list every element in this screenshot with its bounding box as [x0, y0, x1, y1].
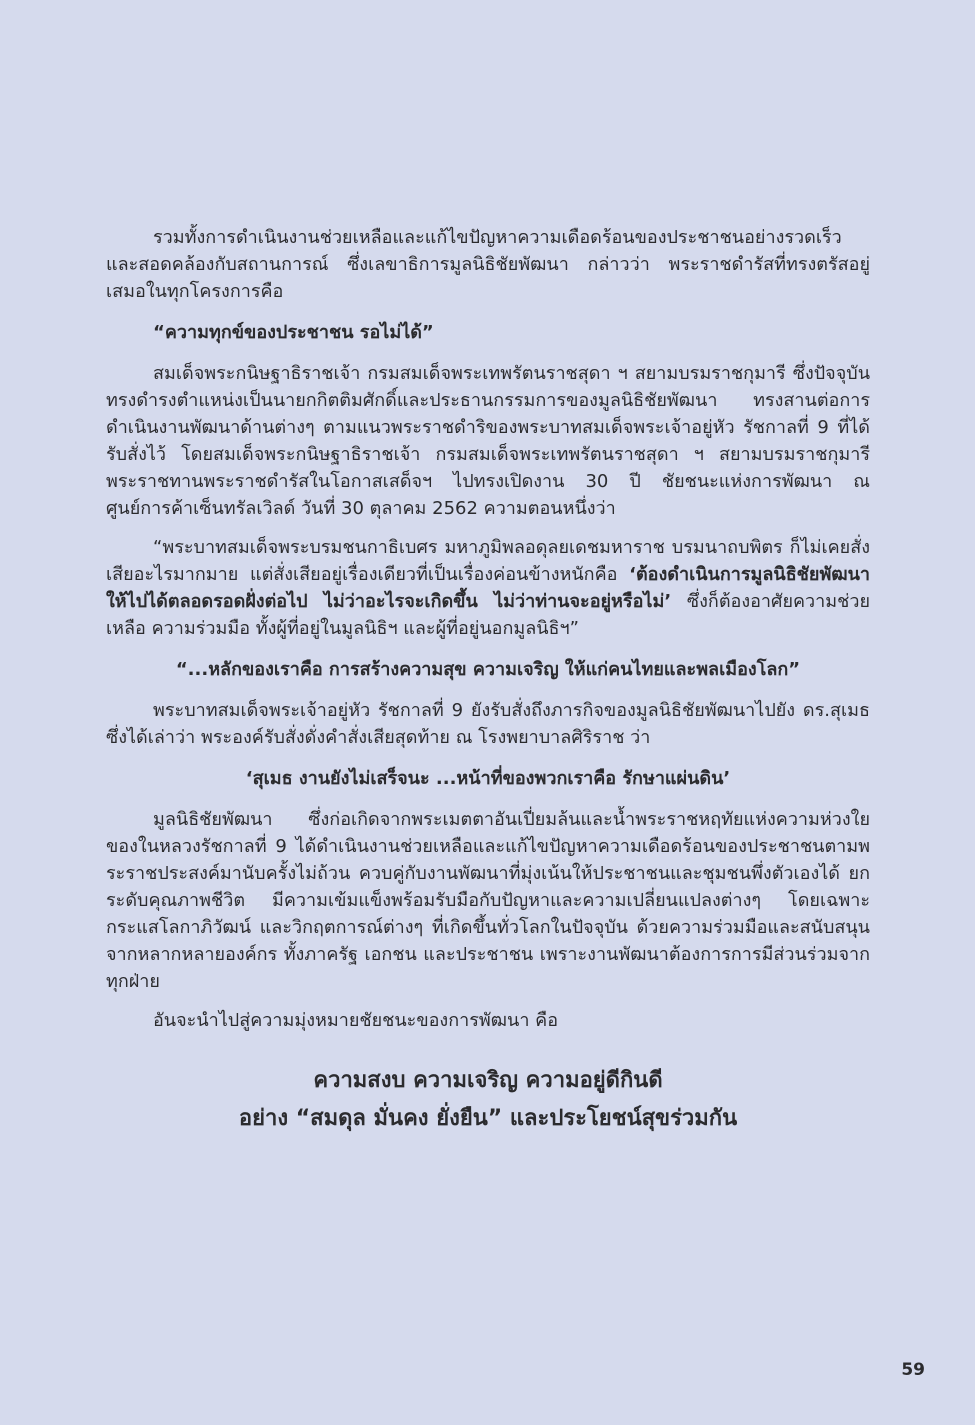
page-number: 59: [901, 1360, 925, 1380]
royal-speech-text-end: ซึ่งก็ต้องอาศัยความช่วยเหลือ ความร่วมมือ ทั้งผู้ที่อยู่ในมูลนิธิฯ และผู้ที่อยู่นอกมูลนิธิฯ”: [106, 591, 870, 639]
princess-paragraph: สมเด็จพระกนิษฐาธิราชเจ้า กรมสมเด็จพระเทพรัตนราชสุดา ฯ สยามบรมราชกุมารี ซึ่งปัจจุบันทรงดำรงตำแหน่งเป็นนายกกิตติมศักดิ์และประธานกรรมการของมูลนิธิชัยพัฒนา ทรงสานต่อการดำเนินงานพัฒนาด้านต่างๆ ตามแนวพระราชดำริของพระบาทสมเด็จพระเจ้าอยู่หัว รัชกาลที่ 9 ที่ได้รับสั่งไว้ โดยสมเด็จพระกนิษฐาธิราชเจ้า กรมสมเด็จพระเทพรัตนราชสุดา ฯ สยามบรมราชกุมารี พระราชทานพระราชดำรัสในโอกาสเสด็จฯ ไปทรงเปิดงาน 30 ปี ชัยชนะแห่งการพัฒนา ณ ศูนย์การค้าเซ็นทรัลเวิลด์ วันที่ 30 ตุลาคม 2562 ความตอนหนึ่งว่า: [106, 363, 870, 519]
quote-heading-principle: “...หลักของเราคือ การสร้างความสุข ความเจริญ ให้แก่คนไทยและพลเมืองโลก”: [175, 659, 801, 680]
closing-line-1: ความสงบ ความเจริญ ความอยู่ดีกินดี: [313, 1068, 663, 1093]
royal-speech-paragraph: [106, 534, 870, 642]
quote-heading-sumet: ‘สุเมธ งานยังไม่เสร็จนะ ...หน้าที่ของพวกเราคือ รักษาแผ่นดิน’: [245, 768, 731, 789]
closing-statement: [106, 1062, 870, 1138]
closing-line-2: อย่าง “สมดุล มั่นคง ยั่งยืน” และประโยชน์สุขร่วมกัน: [238, 1106, 738, 1131]
foundation-paragraph: มูลนิธิชัยพัฒนา ซึ่งก่อเกิดจากพระเมตตาอันเปี่ยมล้นและน้ำพระราชหฤทัยแห่งความห่วงใยของในหลวงรัชกาลที่ 9 ได้ดำเนินงานช่วยเหลือและแก้ไขปัญหาความเดือดร้อนของประชาชนตามพระราชประสงค์มานับครั้งไม่ถ้วน ควบคู่กับงานพัฒนาที่มุ่งเน้นให้ประชาชนและชุมชนพึ่งตัวเองได้ ยกระดับคุณภาพชีวิต มีความเข้มแข็งพร้อมรับมือกับปัญหาและความเปลี่ยนแปลงต่างๆ โดยเฉพาะกระแสโลกาภิวัฒน์ และวิกฤตการณ์ต่างๆ ที่เกิดขึ้นทั่วโลกในปัจจุบัน ด้วยความร่วมมือและสนับสนุนจากหลากหลายองค์กร ทั้งภาครัฐ เอกชน และประชาชน เพราะงานพัฒนาต้องการการมีส่วนร่วมจากทุกฝ่าย: [106, 809, 870, 992]
king-mission-paragraph: พระบาทสมเด็จพระเจ้าอยู่หัว รัชกาลที่ 9 ยังรับสั่งถึงภารกิจของมูลนิธิชัยพัฒนาไปยัง ดร.สุเมธ ซึ่งได้เล่าว่า พระองค์รับสั่งดั่งคำสั่งเสียสุดท้าย ณ โรงพยาบาลศิริราช ว่า: [106, 700, 870, 748]
intro-paragraph: รวมทั้งการดำเนินงานช่วยเหลือและแก้ไขปัญหาความเดือดร้อนของประชาชนอย่างรวดเร็วและสอดคล้องกับสถานการณ์ ซึ่งเลขาธิการมูลนิธิชัยพัฒนา กล่าวว่า พระราชดำรัสที่ทรงตรัสอยู่เสมอในทุกโครงการคือ: [106, 227, 870, 302]
page-content: [106, 224, 870, 1138]
quote-heading-suffering: “ความทุกข์ของประชาชน รอไม่ได้”: [153, 322, 434, 343]
royal-speech-text-start: “พระบาทสมเด็จพระบรมชนกาธิเบศร มหาภูมิพลอดุลยเดชมหาราช บรมนาถบพิตร ก็ไม่เคยสั่งเสียอะไรมากมาย แต่สั่งเสียอยู่เรื่องเดียวที่เป็นเรื่องค่อนข้างหนักคือ: [106, 537, 870, 585]
goal-intro-paragraph: อันจะนำไปสู่ความมุ่งหมายชัยชนะของการพัฒนา คือ: [153, 1010, 559, 1031]
royal-speech-emphasis: ‘ต้องดำเนินการมูลนิธิชัยพัฒนาให้ไปได้ตลอดรอดฝั่งต่อไป ไม่ว่าอะไรจะเกิดขึ้น ไม่ว่าท่านจะอยู่หรือไม่’: [106, 564, 870, 612]
